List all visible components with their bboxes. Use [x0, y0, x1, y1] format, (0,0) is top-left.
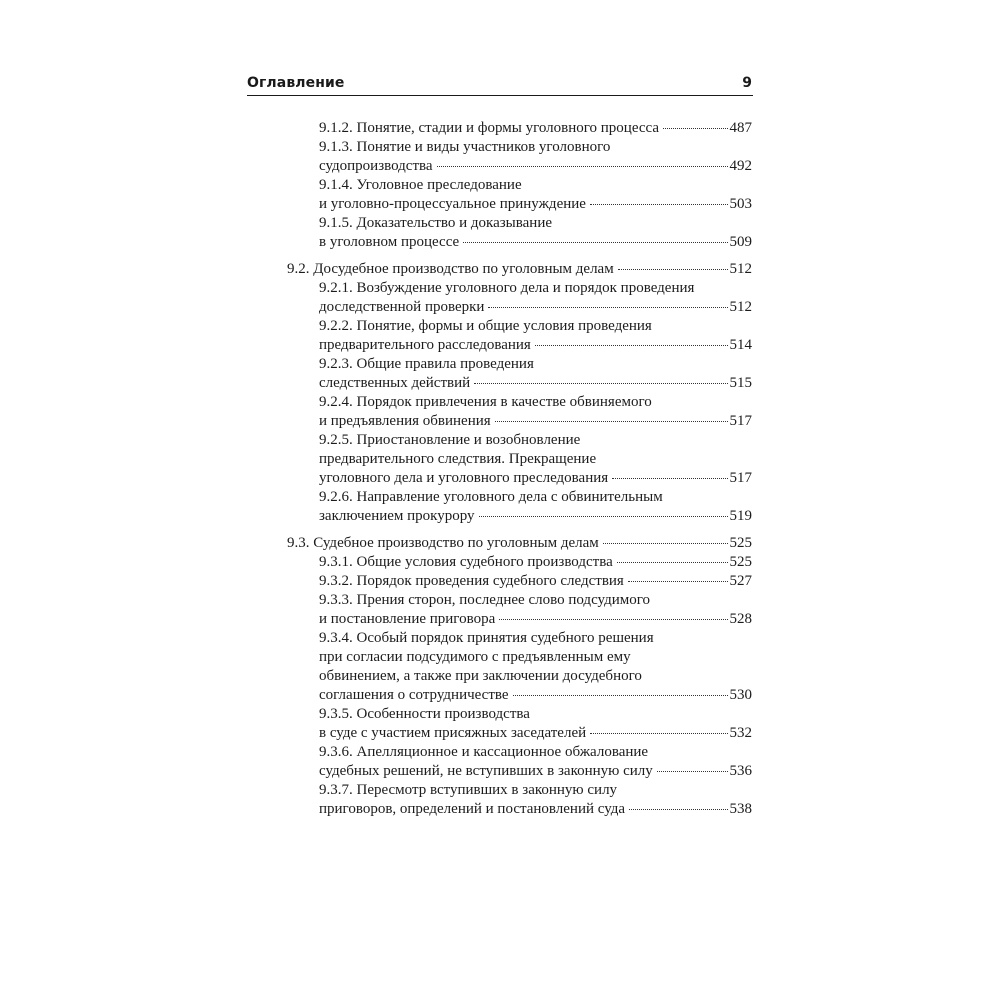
dot-leader: [535, 345, 728, 346]
toc-entry-text: обвинением, а также при заключении досудебного: [319, 668, 642, 684]
toc-entry-text: в суде с участием присяжных заседателей: [319, 725, 587, 741]
toc-subsection-entry: [319, 119, 752, 138]
dot-leader: [513, 695, 728, 696]
toc-page-number: 517: [729, 470, 752, 486]
toc-entry-line: [319, 762, 752, 781]
toc-subsection-entry: [319, 317, 752, 355]
toc-entry-text: предварительного следствия. Прекращение: [319, 451, 597, 467]
dot-leader: [603, 543, 728, 544]
toc-subsection-entry: [319, 591, 752, 629]
dot-leader: [499, 619, 727, 620]
toc-page-number: 527: [729, 573, 752, 589]
toc-entry-text: следственных действий: [319, 375, 471, 391]
toc-entry-line: [319, 157, 752, 176]
dot-leader: [628, 581, 728, 582]
toc-entry-text: 9.1.5. Доказательство и доказывание: [319, 215, 553, 231]
dot-leader: [612, 478, 727, 479]
toc-entry-text: в уголовном процессе: [319, 234, 460, 250]
toc-page-number: 512: [729, 299, 752, 315]
running-header-title: Оглавление: [247, 75, 345, 91]
dot-leader: [657, 771, 728, 772]
toc-page-number: 509: [729, 234, 752, 250]
toc-entry-text: судебных решений, не вступивших в законную силу: [319, 763, 653, 779]
toc-entry-text: 9.3.4. Особый порядок принятия судебного решения: [319, 630, 654, 646]
toc-entry-line: [319, 233, 752, 252]
toc-entry-line: [319, 800, 752, 819]
toc-entry-line: [319, 507, 752, 526]
toc-page-number: 519: [729, 508, 752, 524]
toc-entry-line: [319, 119, 752, 138]
toc-entry-text: 9.2.3. Общие правила проведения: [319, 356, 534, 372]
toc-subsection-entry: [319, 355, 752, 393]
dot-leader: [479, 516, 728, 517]
toc-entry-line: [319, 572, 752, 591]
toc-entry-line: [319, 374, 752, 393]
toc-entry-text: 9.3.5. Особенности производства: [319, 706, 530, 722]
dot-leader: [629, 809, 727, 810]
dot-leader: [590, 204, 728, 205]
toc-page-number: 536: [729, 763, 752, 779]
dot-leader: [663, 128, 727, 129]
toc-entry-text: и предъявления обвинения: [319, 413, 491, 429]
toc-entry-text: 9.3.2. Порядок проведения судебного следствия: [319, 573, 624, 589]
dot-leader: [437, 166, 728, 167]
toc-entry-line: [287, 260, 752, 279]
page-number: 9: [742, 75, 752, 91]
toc-entry-text: 9.2.4. Порядок привлечения в качестве обвиняемого: [319, 394, 652, 410]
toc-entry-text: уголовного дела и уголовного преследования: [319, 470, 609, 486]
toc-subsection-entry: [319, 176, 752, 214]
toc-entry-text: 9.1.2. Понятие, стадии и формы уголовного процесса: [319, 120, 660, 136]
toc-page-number: 525: [729, 554, 752, 570]
toc-page-number: 517: [729, 413, 752, 429]
toc-entry-text: 9.2.2. Понятие, формы и общие условия проведения: [319, 318, 652, 334]
toc-entry-text: и постановление приговора: [319, 611, 496, 627]
toc-subsection-entry: [319, 572, 752, 591]
toc-subsection-entry: [319, 214, 752, 252]
toc-entry-text: заключением прокурору: [319, 508, 475, 524]
toc-entry-text: приговоров, определений и постановлений суда: [319, 801, 626, 817]
toc-entry-text: предварительного расследования: [319, 337, 531, 353]
toc-entry-text: 9.3. Судебное производство по уголовным делам: [287, 535, 599, 551]
toc-page-number: 525: [729, 535, 752, 551]
toc-entry-text: 9.2.5. Приостановление и возобновление: [319, 432, 581, 448]
toc-subsection-entry: [319, 138, 752, 176]
dot-leader: [488, 307, 727, 308]
toc-entry-text: 9.3.7. Пересмотр вступивших в законную силу: [319, 782, 618, 798]
toc-entry-line: [319, 336, 752, 355]
toc-entry-line: [319, 195, 752, 214]
toc-entry-line: [319, 686, 752, 705]
dot-leader: [618, 269, 728, 270]
toc-page-number: 530: [729, 687, 752, 703]
toc-entry-line: [319, 553, 752, 572]
toc-entry-text: 9.3.6. Апелляционное и кассационное обжалование: [319, 744, 649, 760]
toc-page-number: 515: [729, 375, 752, 391]
toc-subsection-entry: [319, 488, 752, 526]
toc-subsection-entry: [319, 743, 752, 781]
toc-subsection-entry: [319, 393, 752, 431]
toc-section-entry: [287, 260, 752, 279]
toc-page-number: 532: [729, 725, 752, 741]
toc-entry-text: при согласии подсудимого с предъявленным ему: [319, 649, 631, 665]
toc-entry-text: 9.2. Досудебное производство по уголовным делам: [287, 261, 614, 277]
toc-subsection-entry: [319, 279, 752, 317]
toc-entry-text: 9.2.1. Возбуждение уголовного дела и порядок проведения: [319, 280, 695, 296]
toc-entry-line: [319, 412, 752, 431]
toc-page-number: 538: [729, 801, 752, 817]
toc-subsection-entry: [319, 629, 752, 705]
toc-page-number: 528: [729, 611, 752, 627]
toc-subsection-entry: [319, 553, 752, 572]
toc-page-number: 514: [729, 337, 752, 353]
toc-entry-text: соглашения о сотрудничестве: [319, 687, 509, 703]
dot-leader: [474, 383, 727, 384]
toc-page-number: 512: [729, 261, 752, 277]
toc-entry-text: 9.1.3. Понятие и виды участников уголовного: [319, 139, 611, 155]
dot-leader: [495, 421, 728, 422]
dot-leader: [617, 562, 728, 563]
toc-entry-text: 9.1.4. Уголовное преследование: [319, 177, 522, 193]
toc-entry-text: 9.3.1. Общие условия судебного производства: [319, 554, 613, 570]
toc-entry-line: [319, 610, 752, 629]
toc-entry-text: судопроизводства: [319, 158, 433, 174]
toc-entry-text: 9.3.3. Прения сторон, последнее слово подсудимого: [319, 592, 651, 608]
toc-subsection-entry: [319, 431, 752, 488]
toc-entry-line: [287, 534, 752, 553]
toc-entry-text: доследственной проверки: [319, 299, 485, 315]
toc-entry-text: 9.2.6. Направление уголовного дела с обвинительным: [319, 489, 663, 505]
dot-leader: [590, 733, 727, 734]
toc-entry-line: [319, 724, 752, 743]
toc-entry-line: [319, 298, 752, 317]
toc-page-number: 487: [729, 120, 752, 136]
toc-section-entry: [287, 534, 752, 553]
dot-leader: [463, 242, 727, 243]
toc-subsection-entry: [319, 705, 752, 743]
toc-entry-text: и уголовно-процессуальное принуждение: [319, 196, 586, 212]
toc-page-number: 503: [729, 196, 752, 212]
toc-entry-line: [319, 469, 752, 488]
toc-subsection-entry: [319, 781, 752, 819]
toc-page-number: 492: [729, 158, 752, 174]
